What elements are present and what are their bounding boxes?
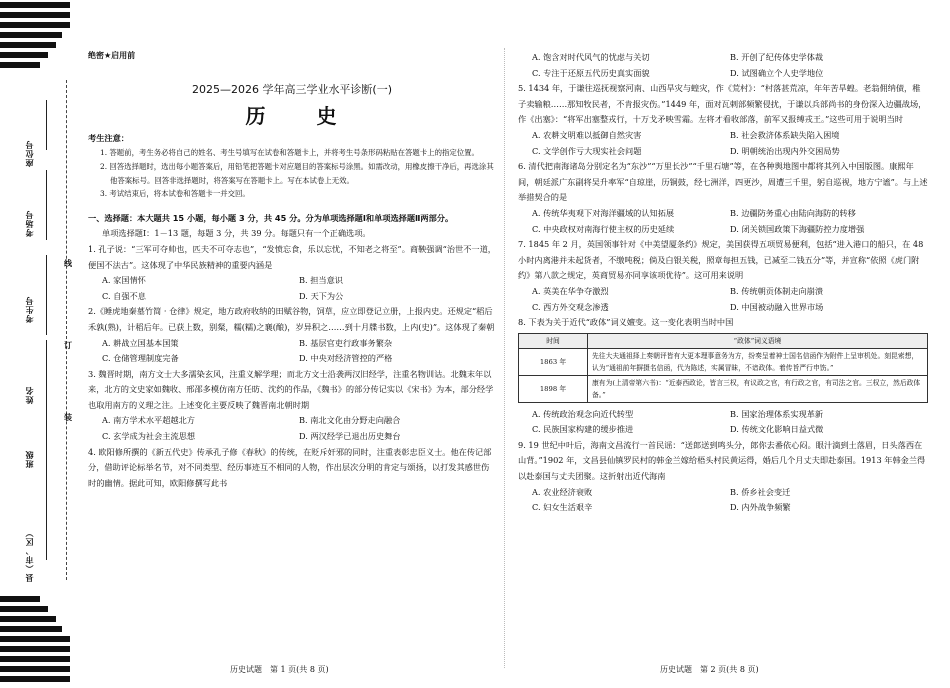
- stripe-bar: [0, 596, 40, 602]
- question-3-options: [88, 413, 496, 444]
- option[interactable]: B. 担当意识: [299, 275, 343, 286]
- option[interactable]: C. 玄学成为社会主流思想: [102, 431, 196, 442]
- table-header-row: [519, 333, 928, 348]
- stripe-bar: [0, 32, 62, 38]
- option[interactable]: C. 专注于还原五代历史真实面貌: [532, 67, 650, 78]
- question-6: 6. 清代把南海诸岛分别定名为“东沙”“万里长沙”“千里石塘”等，在各种舆地图中都将其列入中国版图。康熙年间，朝廷派广东副将吴升率军“自琼崖，历铜鼓，经七洲洋，四更沙，周遭三千里，躬自巡视，地方宁谧”。与上述举措契合的是: [518, 161, 928, 203]
- field-line: [46, 100, 47, 150]
- question-9: 9. 19 世纪中叶后，海南文昌流行一首民谣：“送郎送到鸣头分，郎你去番依心闷。眼汁滴到土落眉，日头落西在山背。”1902 年，文昌县仙镇罗民村的韩金兰嫁给梧头村民黄运得，婚后几个月丈夫即赴泰国。1913 年韩金兰得以赴泰国与丈夫团聚。这折射出近代海南: [518, 439, 926, 482]
- stripe-bar: [0, 606, 48, 612]
- option[interactable]: C. 西方外交观念渗透: [532, 301, 609, 312]
- option[interactable]: B. 边疆防务重心由陆向海防的转移: [730, 207, 856, 218]
- option[interactable]: C. 中央政权对南海行使主权的历史延续: [532, 223, 675, 234]
- seat-number-label: 座位号: [25, 140, 34, 167]
- option[interactable]: A. 家国情怀: [102, 275, 146, 286]
- option[interactable]: A. 农业经济衰败: [532, 486, 593, 497]
- subject-title: 历 史: [245, 104, 359, 129]
- exam-title: 2025—2026 学年高三学业水平诊断(一): [191, 82, 393, 96]
- stripe-bar: [0, 676, 70, 682]
- question-2: 2.《睡虎地秦墓竹简 · 仓律》规定，地方政府收纳的田赋谷物，饲草，应立即登记立册，上报内史。还规定“稻后禾孰(熟)，计稻后年。已获上数，别粲，糯(糯)之襄(酿)，岁异积之……到十月牒书数，上内(史)”。这体现了秦朝: [88, 306, 495, 332]
- seal-char-zhuang: 装: [64, 413, 72, 422]
- field-line: [46, 340, 47, 420]
- question-8-table: [518, 333, 928, 403]
- stripe-bar: [0, 42, 56, 48]
- question-7-options: [518, 284, 928, 315]
- note-item: 3. 考试结束后，将本试卷和答题卡一并交回。: [100, 189, 250, 199]
- stripe-bar: [0, 12, 70, 18]
- stripe-bar: [0, 626, 62, 632]
- stripe-bar: [0, 2, 70, 8]
- page-divider: [504, 48, 505, 668]
- option[interactable]: C. 自强不息: [102, 290, 146, 301]
- option[interactable]: B. 基层官吏行政事务繁杂: [299, 337, 393, 348]
- table-cell: 1863 年: [519, 348, 588, 375]
- table-row: [519, 348, 928, 375]
- county-label: 县（市、区）: [25, 528, 34, 582]
- field-line: [46, 255, 47, 335]
- question-9-options: [518, 485, 928, 516]
- table-cell: 康有为(上清帝第六书)：“近泰西政论，皆言三权，有议政之官，有行政之官，有司法之官。三权立，然后政体备。”: [588, 375, 928, 402]
- question-7: 7. 1845 年 2 月，英国领事针对《中美望厦条约》规定，美国获得五项贸易便利，包括“进入港口的船只，在 48 小时内离港并未起货者，不缴吨税；倘及白银关税，照章每担五钱，已减至二钱五分”等，并宣称“依照《虎门附约》第八款之规定，英商贸易亦同享该项优待”。这可用来说明: [518, 239, 924, 281]
- option[interactable]: A. 传统政治观念向近代转型: [532, 408, 634, 419]
- option[interactable]: C. 仓储管理制度完备: [102, 353, 179, 364]
- candidate-number-label: 考生号: [25, 296, 34, 323]
- question-2-options: [88, 336, 496, 367]
- option[interactable]: B. 传统朝贡体制走向崩溃: [730, 285, 824, 296]
- seal-char-ding: 订: [64, 341, 72, 350]
- option[interactable]: D. 闭关锁国政策下海疆防控力度增强: [730, 223, 865, 234]
- notes-heading: 考生注意：: [88, 132, 129, 143]
- question-3: 3. 魏晋时期，南方文士大多濡染玄风，注重义解学理；而北方文士沿袭两汉旧经学，注重名物训诂。北魏末年以来，北方的文史家如魏收、邢邵多模仿南方任昉、沈约的作品，《魏书》的部分传记实以《宋书》为本，部分经学也取用南方的义理之注。上述变化主要反映了魏晋南北朝时期: [88, 368, 494, 410]
- table-row: [519, 375, 928, 402]
- seal-line: [66, 80, 67, 580]
- option[interactable]: B. 社会救济体系缺失陷入困境: [730, 129, 840, 140]
- subsection-heading: 单项选择题Ⅰ：1－13 题，每题 3 分，共 39 分。每题只有一个正确选项。: [102, 228, 371, 239]
- option[interactable]: D. 内外战争频繁: [730, 502, 791, 513]
- field-line: [46, 170, 47, 240]
- table-header: “政体”词义语境: [588, 333, 928, 348]
- option[interactable]: D. 中央对经济管控的严格: [299, 353, 393, 364]
- question-5: 5. 1434 年，于谦往巡抚视察河南、山西旱灾与蝗灾，作《荒村》：“村落甚荒凉，年年苦旱蝗。老翁佣纳债，稚子卖输粮……那知牧民者，不肯报灾伤。”1449 年，面对瓦剌部频繁侵扰，于谦以兵部尚书的身份深入边疆战场，作《出塞》：“将军出塞整戎行，十万戈矛映雪霜。左将才看收部落，前军又报缚戎王。”这些可用于说明当时: [518, 83, 927, 125]
- option[interactable]: A. 英美在华争夺激烈: [532, 285, 609, 296]
- exam-room-label: 考场号: [25, 210, 34, 237]
- option[interactable]: B. 南北文化由分野走向融合: [299, 415, 401, 426]
- table-cell: 1898 年: [519, 375, 588, 402]
- field-line: [46, 420, 47, 500]
- page-2-footer: 历史试题 第 2 页(共 8 页): [660, 665, 759, 674]
- question-8: 8. 下表为关于近代“政体”词义嬗变。这一变化表明当时中国: [518, 317, 734, 328]
- option[interactable]: D. 试图确立个人史学地位: [730, 67, 824, 78]
- page-1: [88, 48, 496, 491]
- page-1-footer: 历史试题 第 1 页(共 8 页): [230, 665, 329, 674]
- question-1-options: [88, 273, 496, 304]
- section-heading: 一、选择题：本大题共 15 小题，每小题 3 分，共 45 分。分为单项选择题Ⅰ和单项选择题Ⅱ两部分。: [88, 212, 454, 223]
- stripe-bar: [0, 52, 48, 58]
- option[interactable]: A. 耕战立国基本国策: [102, 337, 179, 348]
- option[interactable]: C. 妇女生活艰辛: [532, 502, 593, 513]
- option[interactable]: A. 饱含对时代风气的忧虑与关切: [532, 52, 650, 62]
- stripe-bar: [0, 656, 70, 662]
- question-4-options: [518, 50, 928, 81]
- question-5-options: [518, 128, 928, 159]
- option[interactable]: A. 农耕文明难以抵御自然灾害: [532, 129, 642, 140]
- option[interactable]: D. 天下为公: [299, 290, 344, 301]
- page-2: [518, 50, 928, 516]
- stripe-bar: [0, 616, 56, 622]
- question-4: 4. 欧阳修所撰的《新五代史》传承孔子修《春秋》的传统，在贬斥奸邪的同时，注重表彰忠臣义士。他在传记部分，借助评论标举名节，对不同类型、经历事迹互不相同的人物，作出层次分明的肯定与颂扬，以打发其感世伤时的幽情。据此可知，欧阳修撰写此书: [88, 446, 492, 488]
- option[interactable]: D. 中国被动融入世界市场: [730, 301, 824, 312]
- option[interactable]: D. 两汉经学已退出历史舞台: [299, 431, 401, 442]
- note-item: 2. 回答选择题时，选出每小题答案后，用铅笔把答题卡对应题目的答案标号涂黑。如需改动，用橡皮擦干净后，再选涂其他答案标号。回答非选择题时，将答案写在答题卡上。写在本试卷上无效。: [100, 161, 494, 185]
- table-cell: 先往大夫通祖择上奏朝评皆有大更本理事意务为方，纷奏呈着神士国名信函作为附件上呈审机处。刻昆索想，认为“通祖前年摒摄名信函，代为陈述，实属冒昧，不谙政体。着传旨严行申饬。”: [588, 348, 928, 375]
- note-item: 1. 答题前，考生务必将自己的姓名、考生号填写在试卷和答题卡上，并将考生号条形码粘贴在答题卡上的指定位置。: [100, 148, 479, 158]
- option[interactable]: B. 侨乡社会变迁: [730, 486, 791, 497]
- class-label: 班级: [25, 450, 34, 468]
- seal-char-xian: 线: [64, 259, 72, 268]
- field-line: [46, 500, 47, 560]
- binding-strip: [0, 0, 78, 688]
- option[interactable]: C. 民族国家构建的缓步推进: [532, 424, 634, 435]
- stripe-bar: [0, 666, 70, 672]
- option[interactable]: A. 传统华夷观下对海洋疆域的认知拓展: [532, 207, 675, 218]
- stripe-bar: [0, 22, 70, 28]
- stripe-bar: [0, 62, 40, 68]
- option[interactable]: D. 传统文化影响日益式微: [730, 424, 824, 435]
- name-label: 姓名: [25, 386, 34, 404]
- question-8-options: [518, 407, 928, 438]
- option[interactable]: C. 文学创作亏大现实社会问题: [532, 145, 642, 156]
- secret-mark: 绝密★启用前: [88, 51, 136, 60]
- option[interactable]: B. 国家治理体系实现革新: [730, 408, 824, 419]
- question-1: 1. 孔子说：“三军可夺帅也，匹夫不可夺志也”，“发愤忘食，乐以忘忧，不知老之将至”。商鞅强调“治世不一道，便国不法古”。这体现了中华民族精神的重要内涵是: [88, 243, 496, 270]
- table-header: 时间: [519, 333, 588, 348]
- option[interactable]: D. 明朝统治出现内外交困局势: [730, 145, 840, 156]
- stripe-bar: [0, 636, 70, 642]
- stripe-bar: [0, 646, 70, 652]
- option[interactable]: B. 开创了纪传体史学体裁: [730, 52, 824, 62]
- question-6-options: [518, 206, 928, 237]
- option[interactable]: A. 南方学术水平超越北方: [102, 415, 195, 426]
